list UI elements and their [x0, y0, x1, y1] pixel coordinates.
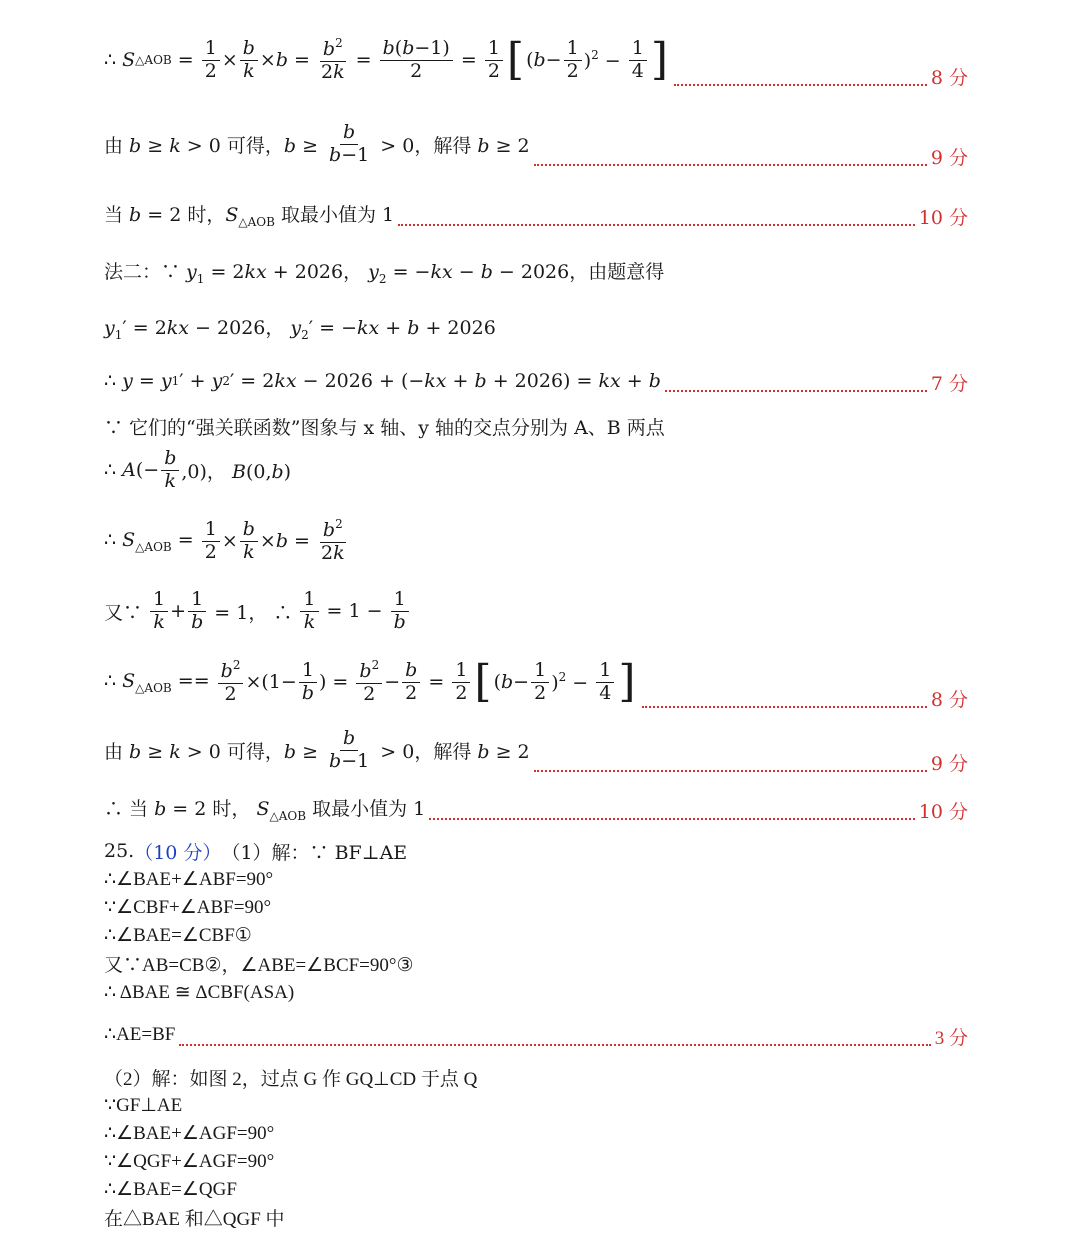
score-label: 10 分 [918, 207, 968, 229]
formula-area-method-1: ∴ S △AOB = $\frac{1}{2}$ × $\frac{b}{k}$ ×b = $\frac{b^2}{2k}$ = $\frac{b(b-1)}{2}$ = $\frac{1}{2}$ [ (b− $\frac{1}{2}$ )$^2$ − $\frac{1}{4}$ ] [104, 34, 669, 85]
minimum-value-statement: ∴ 当 b = 2 时， $S_{\triangle AOB}$ 取最小值为 1 [104, 797, 426, 823]
statement-text: （2）解：如图 2，过点 G 作 GQ⊥CD 于点 Q [104, 1068, 478, 1090]
question-number: 25. [104, 840, 135, 862]
score-label: 3 分 [934, 1028, 968, 1049]
statement-text: 又∵AB=CB②，∠ABE=∠BCF=90°③ [104, 954, 414, 976]
solution-line-14 [104, 838, 968, 864]
derived-functions: $y_1' = 2kx - 2026$， $y_2' = -kx + b + 2026$ [104, 316, 496, 342]
solution-line-4 [104, 256, 968, 286]
solution-line-23 [104, 1120, 968, 1146]
inequality-condition: 由 b ≥ k > 0 可得，b ≥ $\frac{b}{b-1}$ > 0，解得 b ≥ 2 [104, 726, 530, 772]
score-label: 7 分 [930, 373, 968, 395]
solution-line-12 [104, 724, 968, 776]
leader-dots [674, 84, 927, 86]
solution-line-5 [104, 312, 968, 342]
sum-function: ∴ y = y 1 ′ + y 2 ′ = 2 kx − 2026 + (− kx + b + 2026) = kx + b [104, 370, 661, 392]
solution-line-1 [104, 30, 968, 90]
solution-line-21 [104, 1064, 968, 1090]
statement-text: ∴∠BAE+∠ABF=90° [104, 868, 274, 890]
leader-dots [398, 224, 915, 226]
leader-dots [642, 706, 927, 708]
statement-text: ∵ 它们的“强关联函数”图象与 x 轴、y 轴的交点分别为 A、B 两点 [104, 416, 665, 439]
solution-line-25 [104, 1176, 968, 1202]
solution-line-17 [104, 922, 968, 948]
inequality-condition: 由 b ≥ k > 0 可得，b ≥ $\frac{b}{b-1}$ > 0，解得 b ≥ 2 [104, 120, 530, 166]
score-label: 8 分 [930, 689, 968, 711]
statement-text: ∴∠BAE+∠AGF=90° [104, 1122, 275, 1144]
minimum-value-statement: 当 b = 2 时，$S_{\triangle AOB}$ 取最小值为 1 [104, 203, 395, 229]
solution-line-20 [104, 1018, 968, 1050]
statement-text: ∵∠QGF+∠AGF=90° [104, 1150, 275, 1172]
leader-dots [429, 818, 915, 820]
solution-line-7 [104, 412, 968, 440]
solution-line-22 [104, 1092, 968, 1118]
score-label: 10 分 [918, 801, 968, 823]
statement-text: 在△BAE 和△QGF 中 [104, 1208, 285, 1230]
solution-line-18 [104, 950, 968, 976]
solution-line-2 [104, 118, 968, 170]
leader-dots [534, 164, 927, 166]
leader-dots [179, 1044, 930, 1046]
statement-text: ∴AE=BF [104, 1023, 176, 1045]
solution-line-15 [104, 866, 968, 892]
statement-text: （1）解：∵ BF⊥AE [221, 841, 408, 864]
solution-line-8 [104, 444, 968, 496]
solution-line-6 [104, 366, 968, 396]
reciprocal-relation: 又∵ $\frac{1}{k}$ + $\frac{1}{b}$ = 1， ∴ $\frac{1}{k}$ = 1 − $\frac{1}{b}$ [104, 589, 411, 634]
intersection-points: ∴ A(− $\frac{b}{k}$ ,0)， B(0,b) [104, 446, 292, 492]
solution-line-3 [104, 198, 968, 230]
score-label: 9 分 [930, 753, 968, 775]
statement-text: ∵∠CBF+∠ABF=90° [104, 896, 272, 918]
solution-line-24 [104, 1148, 968, 1174]
method-two-intro: 法二：∵ $y_1 = 2kx + 2026$， $y_2 = -kx - b - 2026$，由题意得 [104, 260, 665, 286]
statement-text: ∴ ΔBAE ≅ ΔCBF(ASA) [104, 981, 295, 1003]
formula-area-method-2: ∴ $S_{\triangle AOB}$ == $\frac{b^2}{2}$ ×(1− $\frac{1}{b}$ ) = $\frac{b^2}{2}$ − $\frac{b}{2}$ = $\frac{1}{2}$ [ (b− $\frac{1}{2}$ )$^2$ − $\frac{1}{4}$ ] [104, 656, 636, 707]
solution-line-16 [104, 894, 968, 920]
statement-text: ∴∠BAE=∠CBF① [104, 924, 252, 946]
solution-line-11 [104, 652, 968, 712]
question-points: （10 分） [134, 841, 222, 864]
statement-text: ∵GF⊥AE [104, 1094, 183, 1116]
solution-line-26 [104, 1204, 968, 1230]
solution-line-13 [104, 792, 968, 824]
solution-line-10 [104, 584, 968, 638]
score-label: 8 分 [930, 67, 968, 89]
leader-dots [665, 390, 927, 392]
leader-dots [534, 770, 927, 772]
statement-text: ∴∠BAE=∠QGF [104, 1178, 237, 1200]
area-formula: ∴ $S_{\triangle AOB}$ = $\frac{1}{2}$ × $\frac{b}{k}$ ×b = $\frac{b^2}{2k}$ [104, 516, 345, 564]
solution-line-19 [104, 978, 968, 1006]
score-label: 9 分 [930, 147, 968, 169]
solution-line-9 [104, 514, 968, 568]
